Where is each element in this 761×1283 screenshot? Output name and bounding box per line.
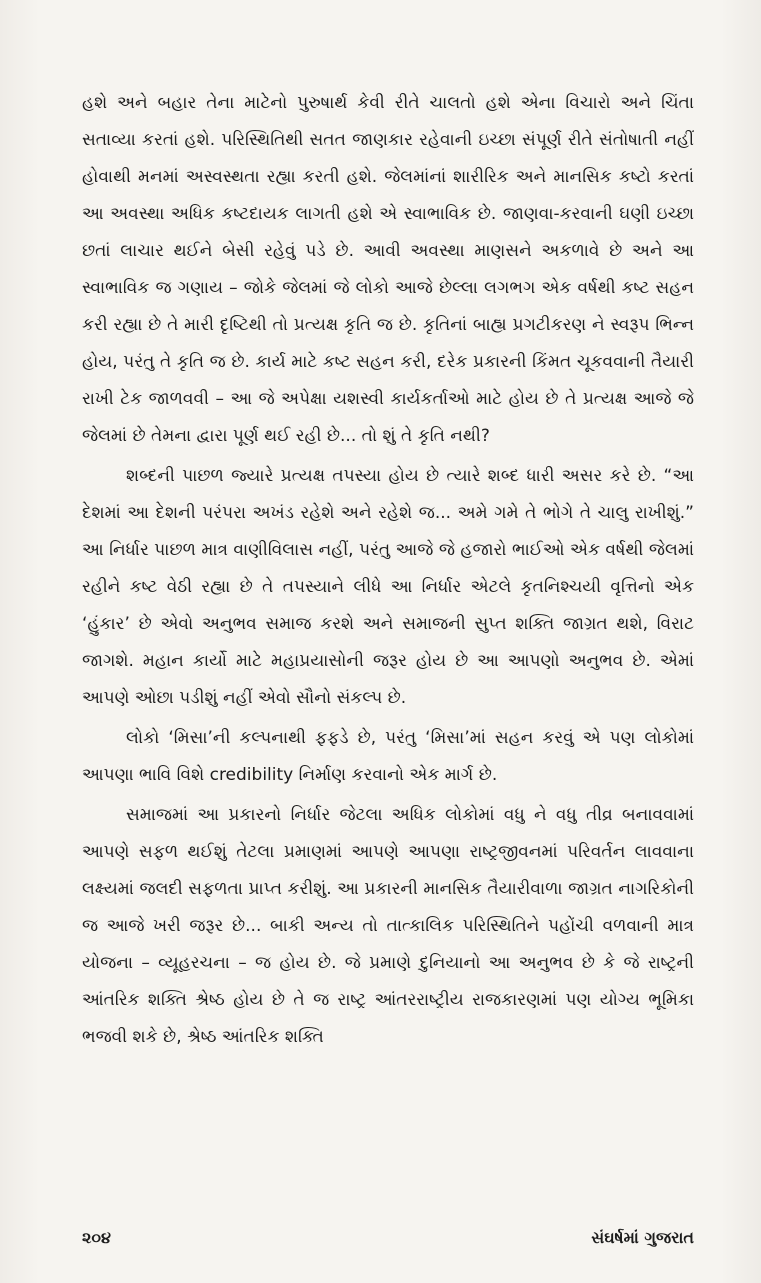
paragraph-1: હશે અને બહાર તેના માટેનો પુરુષાર્થ કેવી રીતે ચાલતો હશે એના વિચારો અને ચિંતા સતાવ્યા કરતાં હશે. પરિસ્થિતિથી સતત જાણકાર રહેવાની ઇચ્છા સંપૂર્ણ રીતે સંતોષાતી નહીં હોવાથી મનમાં અસ્વસ્થતા રહ્યા કરતી હશે. જેલમાંનાં શારીરિક અને માનસિક કષ્ટો કરતાં આ અવસ્થા અધિક કષ્ટદાયક લાગતી હશે એ સ્વાભાવિક છે. જાણવા-કરવાની ઘણી ઇચ્છા છતાં લાચાર થઈને બેસી રહેવું પડે છે. આવી અવસ્થા માણસને અકળાવે છે અને આ સ્વાભાવિક જ ગણાય – જોકે જેલમાં જે લોકો આજે છેલ્લા લગભગ એક વર્ષથી કષ્ટ સહન કરી રહ્યા છે તે મારી દૃષ્ટિથી તો પ્રત્યક્ષ કૃતિ જ છે. કૃતિનાં બાહ્ય પ્રગટીકરણ ને સ્વરૂપ ભિન્ન હોય, પરંતુ તે કૃતિ જ છે. કાર્ય માટે કષ્ટ સહન કરી, દરેક પ્રકારની કિંમત ચૂકવવાની તૈયારી રાખી ટેક જાળવવી – આ જે અપેક્ષા યશસ્વી કાર્યકર્તાઓ માટે હોય છે તે પ્રત્યક્ષ આજે જે જેલમાં છે તેમના દ્વારા પૂર્ણ થઈ રહી છે... તો શું તે કૃતિ નથી?	[82, 93, 694, 446]
page-number: ૨૦૪	[82, 1228, 111, 1247]
body-text	[82, 85, 694, 1056]
running-title: સંઘર્ષમાં ગુજરાત	[591, 1228, 694, 1247]
page-footer	[82, 1228, 694, 1258]
paragraph-3: લોકો ‘મિસા’ની કલ્પનાથી ફફડે છે, પરંતુ ‘મિસા’માં સહન કરવું એ પણ લોકોમાં આપણા ભાવિ વિશે credibility નિર્માણ કરવાનો એક માર્ગ છે.	[82, 728, 694, 785]
paragraph-2: શબ્દની પાછળ જ્યારે પ્રત્યક્ષ તપસ્યા હોય છે ત્યારે શબ્દ ધારી અસર કરે છે. “આ દેશમાં આ દેશની પરંપરા અખંડ રહેશે અને રહેશે જ... અમે ગમે તે ભોગે તે ચાલુ રાખીશું.” આ નિર્ધાર પાછળ માત્ર વાણીવિલાસ નહીં, પરંતુ આજે જે હજારો ભાઈઓ એક વર્ષથી જેલમાં રહીને કષ્ટ વેઠી રહ્યા છે તે તપસ્યાને લીધે આ નિર્ધાર એટલે કૃતનિશ્ચયી વૃત્તિનો એક ‘હુંકાર’ છે એવો અનુભવ સમાજ કરશે અને સમાજની સુપ્ત શક્તિ જાગ્રત થશે, વિરાટ જાગશે. મહાન કાર્યો માટે મહાપ્રયાસોની જરૂર હોય છે આ આપણો અનુભવ છે. એમાં આપણે ઓછા પડીશું નહીં એવો સૌનો સંકલ્પ છે.	[82, 466, 694, 708]
paragraph-4: સમાજમાં આ પ્રકારનો નિર્ધાર જેટલા અધિક લોકોમાં વધુ ને વધુ તીવ્ર બનાવવામાં આપણે સફળ થઈશું તેટલા પ્રમાણમાં આપણે આપણા રાષ્ટ્રજીવનમાં પરિવર્તન લાવવાના લક્ષ્યમાં જલદી સફળતા પ્રાપ્ત કરીશું. આ પ્રકારની માનસિક તૈયારીવાળા જાગ્રત નાગરિકોની જ આજે ખરી જરૂર છે... બાકી અન્ય તો તાત્કાલિક પરિસ્થિતિને પહોંચી વળવાની માત્ર યોજના – વ્યૂહરચના – જ હોય છે. જે પ્રમાણે દુનિયાનો આ અનુભવ છે કે જે રાષ્ટ્રની આંતરિક શક્તિ શ્રેષ્ઠ હોય છે તે જ રાષ્ટ્ર આંતરરાષ્ટ્રીય રાજકારણમાં પણ યોગ્ય ભૂમિકા ભજવી શકે છે, શ્રેષ્ઠ આંતરિક શક્તિ	[82, 805, 694, 1047]
